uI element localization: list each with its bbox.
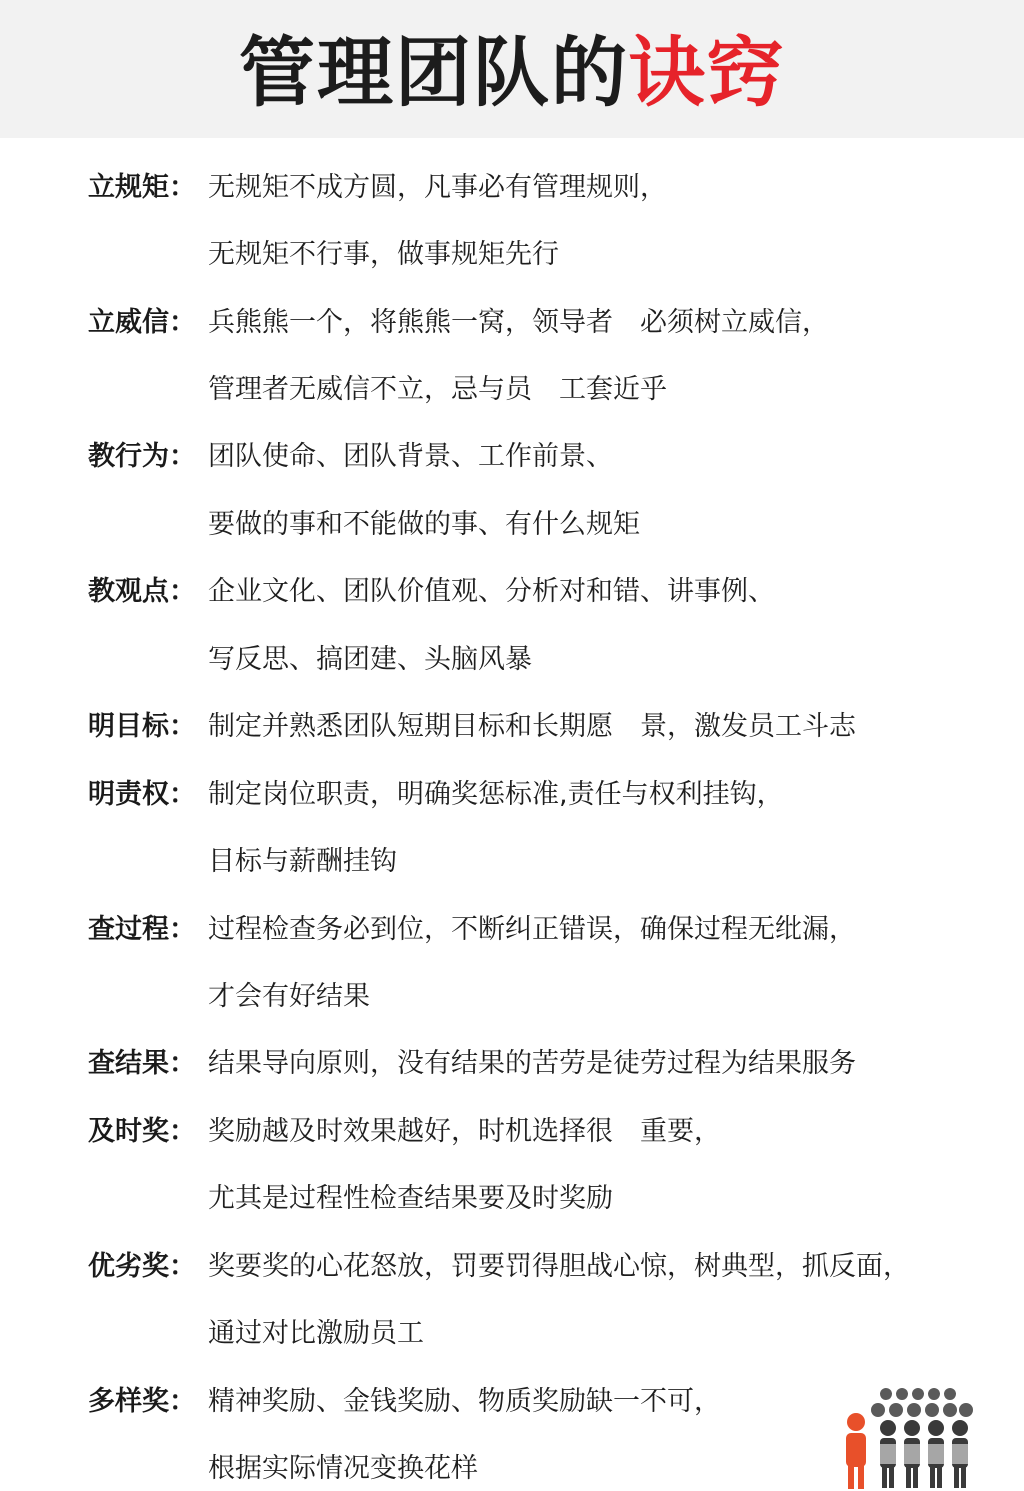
item-line: 才会有好结果: [208, 981, 370, 1012]
item-line: 团队使命、团队背景、工作前景、: [208, 441, 613, 472]
item-line: 要做的事和不能做的事、有什么规矩: [208, 509, 640, 540]
item-line: 无规矩不行事，做事规矩先行: [208, 239, 559, 270]
item-label: 立规矩：: [88, 172, 196, 203]
item-label: 明目标：: [88, 711, 196, 742]
item-line: 结果导向原则，没有结果的苦劳是徒劳过程为结果服务: [208, 1048, 856, 1079]
item-label: 多样奖：: [88, 1386, 196, 1417]
title-part-red: 诀窍: [629, 28, 785, 117]
item-label: 查结果：: [88, 1048, 196, 1079]
item-label: 教行为：: [88, 441, 196, 472]
item-label: 明责权：: [88, 779, 196, 810]
item-line: 尤其是过程性检查结果要及时奖励: [208, 1183, 613, 1214]
item-line: 制定并熟悉团队短期目标和长期愿 景，激发员工斗志: [208, 711, 856, 742]
item-label: 及时奖：: [88, 1116, 196, 1147]
item-line: 通过对比激励员工: [208, 1318, 424, 1349]
item-label: 立威信：: [88, 307, 196, 338]
item-line: 制定岗位职责，明确奖惩标准,责任与权利挂钩，: [208, 779, 784, 810]
item-line: 奖励越及时效果越好，时机选择很 重要，: [208, 1116, 721, 1147]
item-line: 精神奖励、金钱奖励、物质奖励缺一不可，: [208, 1386, 721, 1417]
item-label: 优劣奖：: [88, 1251, 196, 1282]
item-line: 无规矩不成方圆，凡事必有管理规则，: [208, 172, 667, 203]
item-line: 企业文化、团队价值观、分析对和错、讲事例、: [208, 576, 775, 607]
item-line: 目标与薪酬挂钩: [208, 846, 397, 877]
item-line: 管理者无威信不立，忌与员 工套近乎: [208, 374, 667, 405]
item-line: 过程检查务必到位，不断纠正错误，确保过程无纰漏，: [208, 914, 856, 945]
item-line: 写反思、搞团建、头脑风暴: [208, 644, 532, 675]
item-line: 兵熊熊一个，将熊熊一窝，领导者 必须树立威信，: [208, 307, 829, 338]
item-line: 根据实际情况变换花样: [208, 1453, 478, 1484]
title-part-black: 管理团队的: [239, 28, 629, 117]
team-people-icon: [836, 1386, 1024, 1491]
item-label: 教观点：: [88, 576, 196, 607]
item-line: 奖要奖的心花怒放，罚要罚得胆战心惊，树典型，抓反面，: [208, 1251, 910, 1282]
item-label: 查过程：: [88, 914, 196, 945]
